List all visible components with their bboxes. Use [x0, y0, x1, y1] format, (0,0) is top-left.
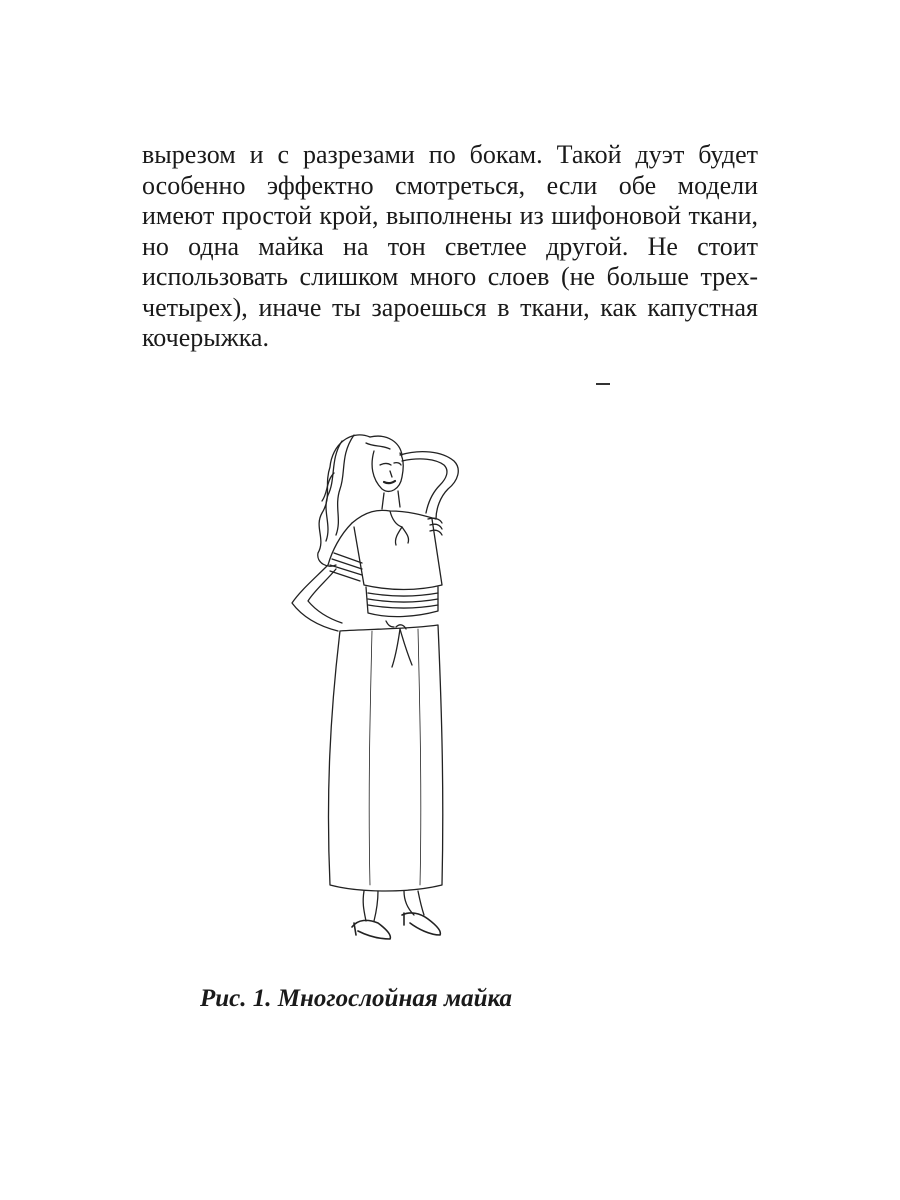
text-line: особенно эффектно смотреться, если обе модели	[142, 170, 758, 200]
text-line: кочерыжка.	[142, 323, 269, 352]
stray-dash-mark	[596, 383, 610, 385]
text-line: но одна майка на тон светлее другой. Не стоит	[142, 231, 758, 261]
text-line: использовать слишком много слоев (не больше трех-	[142, 262, 758, 291]
figure-caption: Рис. 1. Многослойная майка	[200, 985, 513, 1012]
body-paragraph	[142, 140, 758, 354]
fashion-illustration	[270, 415, 510, 950]
text-line: вырезом и с разрезами по бокам. Такой дуэт будет	[142, 140, 758, 169]
text-line: четырех), иначе ты зароешься в ткани, как капустная	[142, 292, 758, 322]
text-line: имеют простой крой, выполнены из шифоновой ткани,	[142, 201, 758, 230]
